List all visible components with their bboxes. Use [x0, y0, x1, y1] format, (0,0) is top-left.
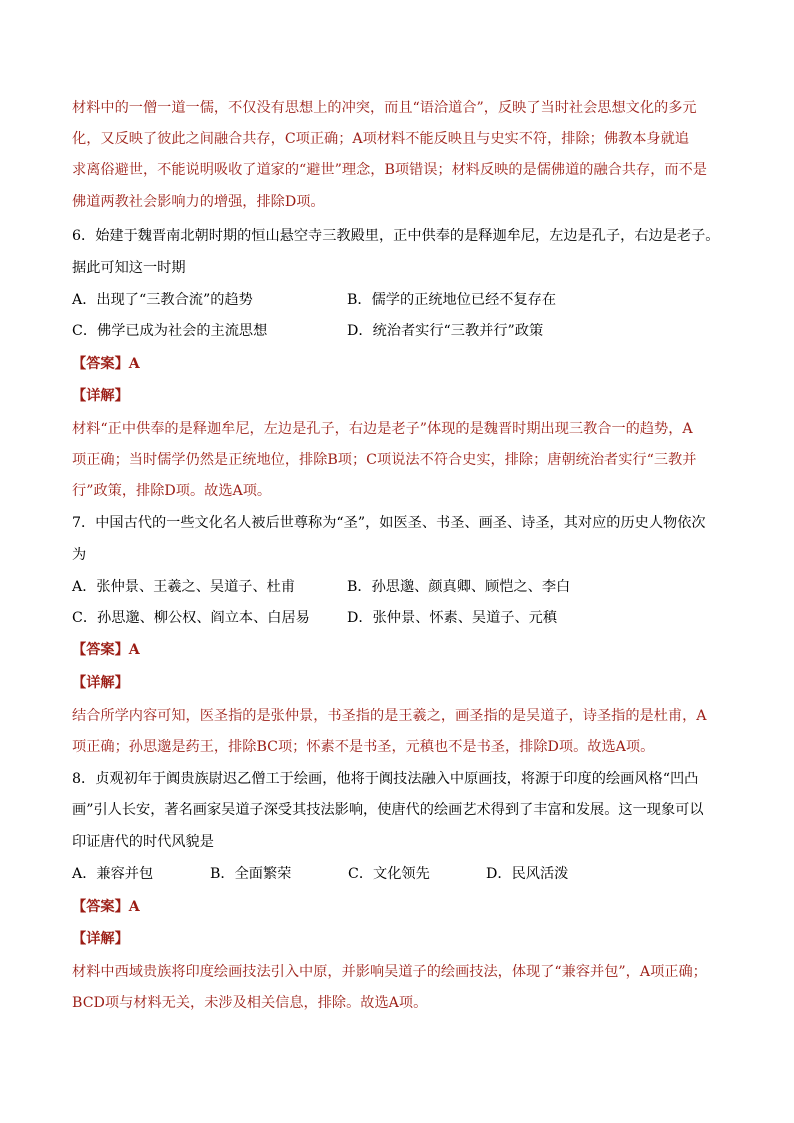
- q6-option-d: D．统治者实行“三教并行”政策: [347, 323, 544, 339]
- q8-option-a: A．兼容并包: [72, 866, 154, 882]
- q6-explanation-line-1: 材料“正中供奉的是释迦牟尼，左边是孔子，右边是老子”体现的是魏晋时期出现三教合一的趋势，A: [72, 421, 693, 437]
- q8-stem-line-1: 8．贞观初年于阗贵族尉迟乙僧工于绘画，他将于阗技法融入中原画技，将源于印度的绘画风格“凹凸: [72, 771, 699, 787]
- q8-option-b: B．全面繁荣: [210, 866, 292, 882]
- q7-detail-label: 【详解】: [72, 675, 129, 691]
- q8-option-c: C．文化领先: [348, 866, 430, 882]
- q7-option-d: D．张仲景、怀素、吴道子、元稹: [347, 610, 558, 626]
- q7-explanation-line-2: 项正确；孙思邈是药王，排除BC项；怀素不是书圣，元稹也不是书圣，排除D项。故选A项。: [72, 739, 655, 755]
- q8-option-d: D．民风活泼: [486, 866, 569, 882]
- q6-answer: 【答案】A: [72, 356, 140, 372]
- q8-stem-line-3: 印证唐代的时代风貌是: [72, 834, 214, 850]
- q6-option-a: A．出现了“三教合流”的趋势: [72, 292, 253, 308]
- intro-explanation-line-1: 材料中的一僧一道一儒，不仅没有思想上的冲突，而且“语洽道合”，反映了当时社会思想文化的多元: [72, 100, 697, 116]
- q7-stem-line-1: 7．中国古代的一些文化名人被后世尊称为“圣”，如医圣、书圣、画圣、诗圣，其对应的历史人物依次: [72, 515, 706, 531]
- q7-option-a: A．张仲景、王羲之、吴道子、杜甫: [72, 579, 296, 595]
- q6-stem-line-1: 6．始建于魏晋南北朝时期的恒山悬空寺三教殿里，正中供奉的是释迦牟尼，左边是孔子，右边是老子。: [72, 228, 720, 244]
- q6-option-c: C．佛学已成为社会的主流思想: [72, 323, 268, 339]
- q8-stem-line-2: 画”引人长安，著名画家吴道子深受其技法影响，使唐代的绘画艺术得到了丰富和发展。这一现象可以: [72, 802, 704, 818]
- intro-explanation-line-3: 求离俗避世，不能说明吸收了道家的“避世”理念，B项错误；材料反映的是儒佛道的融合共存，而不是: [72, 162, 707, 178]
- q6-option-b: B．儒学的正统地位已经不复存在: [347, 292, 557, 308]
- q8-explanation-line-2: BCD项与材料无关，未涉及相关信息，排除。故选A项。: [72, 995, 428, 1011]
- q7-answer: 【答案】A: [72, 642, 140, 658]
- q8-detail-label: 【详解】: [72, 931, 129, 947]
- intro-explanation-line-2: 化，又反映了彼此之间融合共存，C项正确；A项材料不能反映且与史实不符，排除；佛教本身就追: [72, 131, 689, 147]
- q8-answer: 【答案】A: [72, 899, 140, 915]
- q6-explanation-line-2: 项正确；当时儒学仍然是正统地位，排除B项；C项说法不符合史实，排除；唐朝统治者实行“三教并: [72, 452, 697, 468]
- q7-option-c: C．孙思邈、柳公权、阎立本、白居易: [72, 610, 310, 626]
- intro-explanation-line-4: 佛道两教社会影响力的增强，排除D项。: [72, 194, 325, 210]
- q7-option-b: B．孙思邈、颜真卿、顾恺之、李白: [347, 579, 571, 595]
- q6-stem-line-2: 据此可知这一时期: [72, 260, 186, 276]
- q8-explanation-line-1: 材料中西域贵族将印度绘画技法引入中原，并影响吴道子的绘画技法，体现了“兼容并包”，A项正确；: [72, 964, 707, 980]
- q7-explanation-line-1: 结合所学内容可知，医圣指的是张仲景，书圣指的是王羲之，画圣指的是吴道子，诗圣指的是杜甫，A: [72, 708, 707, 724]
- q6-explanation-line-3: 行”政策，排除D项。故选A项。: [72, 483, 272, 499]
- q7-stem-line-2: 为: [72, 547, 87, 563]
- q6-detail-label: 【详解】: [72, 388, 129, 404]
